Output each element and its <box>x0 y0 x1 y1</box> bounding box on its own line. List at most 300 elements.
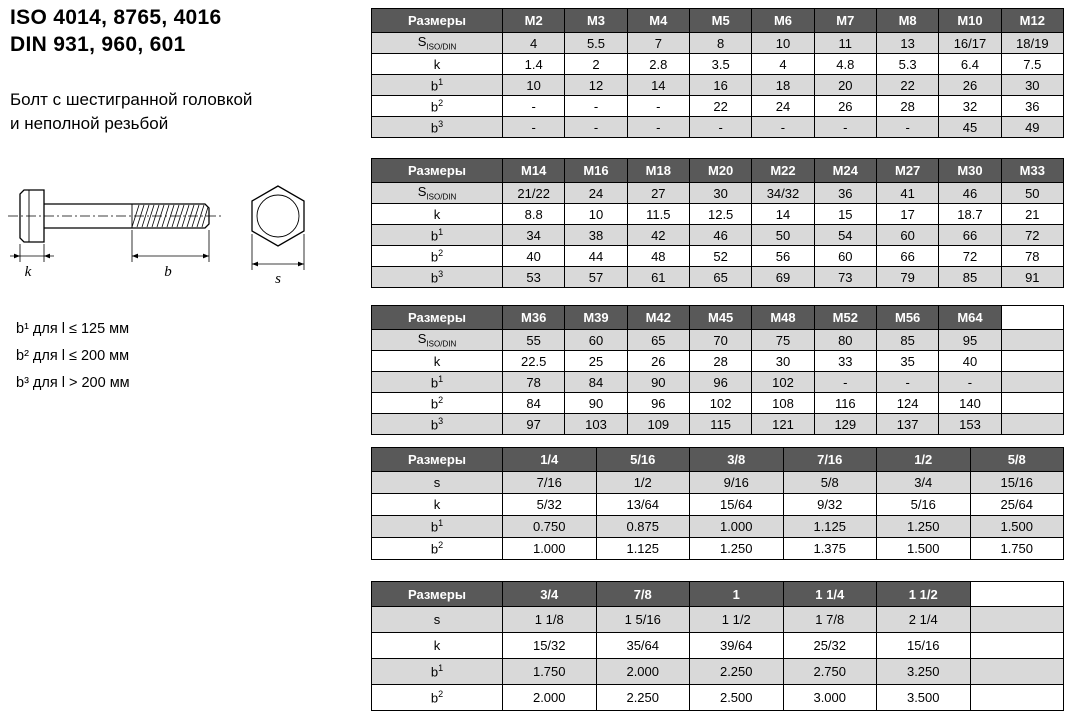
value-cell: 21/22 <box>503 183 565 204</box>
bolt-technical-drawing <box>6 178 346 292</box>
value-cell: - <box>503 96 565 117</box>
note-b3: b³ для l > 200 мм <box>16 375 130 391</box>
row-label: s <box>372 607 503 633</box>
size-header-M6: M6 <box>752 9 814 33</box>
spec-row-b3 <box>372 414 1064 435</box>
value-cell: 25/32 <box>783 633 877 659</box>
value-cell: 2 <box>565 54 627 75</box>
spec-row-k <box>372 204 1064 225</box>
value-cell: 1.750 <box>503 659 597 685</box>
value-cell: 1.250 <box>877 516 971 538</box>
value-cell: 16 <box>689 75 751 96</box>
value-cell: 7 <box>627 33 689 54</box>
row-label: k <box>372 204 503 225</box>
value-cell: 95 <box>939 330 1001 351</box>
value-cell: 5.5 <box>565 33 627 54</box>
spec-row-S-ISO-DIN <box>372 33 1064 54</box>
value-cell: 2.000 <box>503 685 597 711</box>
value-cell: 1.500 <box>877 538 971 560</box>
row-label: k <box>372 494 503 516</box>
value-cell: 5/8 <box>783 472 877 494</box>
value-cell: 115 <box>689 414 751 435</box>
size-header-M24: M24 <box>814 159 876 183</box>
value-cell: 79 <box>876 267 938 288</box>
value-cell: 52 <box>689 246 751 267</box>
value-cell: 2.250 <box>596 685 690 711</box>
value-cell: 1.000 <box>690 516 784 538</box>
size-header-M14: M14 <box>503 159 565 183</box>
value-cell: 1.000 <box>503 538 597 560</box>
description-line-2: и неполной резьбой <box>10 114 169 133</box>
value-cell <box>1001 414 1063 435</box>
value-cell: 40 <box>939 351 1001 372</box>
value-cell: 28 <box>689 351 751 372</box>
value-cell: 50 <box>1001 183 1063 204</box>
value-cell: 116 <box>814 393 876 414</box>
size-header-M7: M7 <box>814 9 876 33</box>
spec-row-k <box>372 494 1064 516</box>
value-cell: 38 <box>565 225 627 246</box>
value-cell: 1.500 <box>970 516 1064 538</box>
value-cell: 78 <box>1001 246 1063 267</box>
spec-row-b2 <box>372 538 1064 560</box>
value-cell: 0.750 <box>503 516 597 538</box>
spec-row-b3 <box>372 267 1064 288</box>
size-header-M56: M56 <box>876 306 938 330</box>
size-header-1-2: 1/2 <box>877 448 971 472</box>
value-cell: 34 <box>503 225 565 246</box>
value-cell: 10 <box>752 33 814 54</box>
spec-table-3 <box>371 305 1064 435</box>
standards-title-iso: ISO 4014, 8765, 4016 <box>10 6 222 29</box>
size-column-header: Размеры <box>372 448 503 472</box>
value-cell: 1 1/8 <box>503 607 597 633</box>
value-cell: 30 <box>752 351 814 372</box>
value-cell: 24 <box>565 183 627 204</box>
value-cell: 129 <box>814 414 876 435</box>
value-cell: 48 <box>627 246 689 267</box>
product-description <box>10 88 252 136</box>
size-header-M36: M36 <box>503 306 565 330</box>
value-cell: 25/64 <box>970 494 1064 516</box>
value-cell: 41 <box>876 183 938 204</box>
value-cell: 1.750 <box>970 538 1064 560</box>
value-cell: - <box>565 117 627 138</box>
value-cell <box>1001 372 1063 393</box>
value-cell: 36 <box>814 183 876 204</box>
value-cell <box>970 607 1064 633</box>
value-cell <box>970 685 1064 711</box>
value-cell: 1.375 <box>783 538 877 560</box>
value-cell: 60 <box>876 225 938 246</box>
spec-row-k <box>372 351 1064 372</box>
value-cell: 30 <box>689 183 751 204</box>
spec-row-b3 <box>372 117 1064 138</box>
value-cell: 102 <box>689 393 751 414</box>
value-cell: 7.5 <box>1001 54 1063 75</box>
spec-row-b2 <box>372 685 1064 711</box>
value-cell: 10 <box>503 75 565 96</box>
value-cell: - <box>939 372 1001 393</box>
value-cell: 26 <box>627 351 689 372</box>
row-label: $b^3$ <box>372 414 503 435</box>
value-cell: 72 <box>1001 225 1063 246</box>
size-header-M64: M64 <box>939 306 1001 330</box>
size-header-M30: M30 <box>939 159 1001 183</box>
value-cell: 44 <box>565 246 627 267</box>
value-cell: - <box>876 372 938 393</box>
value-cell: 70 <box>689 330 751 351</box>
bolt-side-view <box>8 190 222 242</box>
value-cell: 53 <box>503 267 565 288</box>
value-cell: 18 <box>752 75 814 96</box>
row-label: $b^1$ <box>372 516 503 538</box>
value-cell: 49 <box>1001 117 1063 138</box>
dim-label-b: b <box>164 264 172 280</box>
size-column-header: Размеры <box>372 582 503 607</box>
value-cell: - <box>627 96 689 117</box>
dimension-b <box>132 230 209 262</box>
value-cell: 22 <box>689 96 751 117</box>
spec-row-b1 <box>372 372 1064 393</box>
value-cell: 2.250 <box>690 659 784 685</box>
spec-table-2 <box>371 158 1064 288</box>
value-cell: 103 <box>565 414 627 435</box>
value-cell: 140 <box>939 393 1001 414</box>
header-row <box>372 306 1064 330</box>
spec-row-b1 <box>372 75 1064 96</box>
value-cell: 9/32 <box>783 494 877 516</box>
value-cell: 60 <box>565 330 627 351</box>
value-cell: 46 <box>939 183 1001 204</box>
spec-row-b2 <box>372 96 1064 117</box>
value-cell: 40 <box>503 246 565 267</box>
value-cell: 18.7 <box>939 204 1001 225</box>
row-label: k <box>372 351 503 372</box>
value-cell: 45 <box>939 117 1001 138</box>
row-label: $S_{ISO/DIN}$ <box>372 183 503 204</box>
value-cell: 1.125 <box>783 516 877 538</box>
spec-row-s <box>372 472 1064 494</box>
header-row <box>372 582 1064 607</box>
value-cell: 36 <box>1001 96 1063 117</box>
header-row <box>372 159 1064 183</box>
row-label: $b^1$ <box>372 225 503 246</box>
value-cell: 1 1/2 <box>690 607 784 633</box>
value-cell: 109 <box>627 414 689 435</box>
value-cell: - <box>814 117 876 138</box>
value-cell: 73 <box>814 267 876 288</box>
value-cell: 69 <box>752 267 814 288</box>
spec-row-b2 <box>372 393 1064 414</box>
value-cell: 55 <box>503 330 565 351</box>
value-cell: 28 <box>876 96 938 117</box>
value-cell: - <box>689 117 751 138</box>
value-cell: 9/16 <box>690 472 784 494</box>
size-header-M52: M52 <box>814 306 876 330</box>
value-cell: 12 <box>565 75 627 96</box>
value-cell: 25 <box>565 351 627 372</box>
value-cell: 22 <box>876 75 938 96</box>
value-cell: 2.750 <box>783 659 877 685</box>
spec-row-b1 <box>372 659 1064 685</box>
header-row <box>372 448 1064 472</box>
size-header-M4: M4 <box>627 9 689 33</box>
size-header-1-1-4: 1 1/4 <box>783 582 877 607</box>
value-cell: 2.500 <box>690 685 784 711</box>
value-cell: 66 <box>876 246 938 267</box>
standards-title-din: DIN 931, 960, 601 <box>10 33 186 56</box>
value-cell: 57 <box>565 267 627 288</box>
size-header-3-4: 3/4 <box>503 582 597 607</box>
value-cell: 1.125 <box>596 538 690 560</box>
value-cell <box>970 659 1064 685</box>
spec-row-S-ISO-DIN <box>372 330 1064 351</box>
value-cell: 65 <box>627 330 689 351</box>
value-cell: 61 <box>627 267 689 288</box>
value-cell: 108 <box>752 393 814 414</box>
row-label: $b^2$ <box>372 393 503 414</box>
value-cell: 56 <box>752 246 814 267</box>
value-cell <box>1001 330 1063 351</box>
value-cell: 46 <box>689 225 751 246</box>
value-cell: 5.3 <box>876 54 938 75</box>
value-cell: 5/16 <box>877 494 971 516</box>
value-cell: 96 <box>627 393 689 414</box>
value-cell: 54 <box>814 225 876 246</box>
value-cell: 1/2 <box>596 472 690 494</box>
value-cell: 2 1/4 <box>877 607 971 633</box>
value-cell: 66 <box>939 225 1001 246</box>
value-cell: 15/16 <box>970 472 1064 494</box>
value-cell: 78 <box>503 372 565 393</box>
row-label: $b^3$ <box>372 267 503 288</box>
value-cell: 34/32 <box>752 183 814 204</box>
size-header-1-4: 1/4 <box>503 448 597 472</box>
row-label: k <box>372 633 503 659</box>
dimension-k <box>10 244 54 262</box>
value-cell: 0.875 <box>596 516 690 538</box>
spec-table-5 <box>371 581 1064 711</box>
value-cell: 1.4 <box>503 54 565 75</box>
value-cell: 14 <box>752 204 814 225</box>
size-header-M48: M48 <box>752 306 814 330</box>
dim-label-s: s <box>275 271 281 287</box>
value-cell: 75 <box>752 330 814 351</box>
size-header-1: 1 <box>690 582 784 607</box>
value-cell: 137 <box>876 414 938 435</box>
spec-row-b1 <box>372 516 1064 538</box>
value-cell: 8 <box>689 33 751 54</box>
value-cell: - <box>565 96 627 117</box>
spec-table-4 <box>371 447 1064 560</box>
row-label: $S_{ISO/DIN}$ <box>372 330 503 351</box>
value-cell: 97 <box>503 414 565 435</box>
size-header-M39: M39 <box>565 306 627 330</box>
value-cell: 80 <box>814 330 876 351</box>
value-cell: 26 <box>939 75 1001 96</box>
value-cell: 4 <box>503 33 565 54</box>
size-header-M33: M33 <box>1001 159 1063 183</box>
size-column-header: Размеры <box>372 306 503 330</box>
size-column-header: Размеры <box>372 9 503 33</box>
spec-row-S-ISO-DIN <box>372 183 1064 204</box>
value-cell: 1.250 <box>690 538 784 560</box>
value-cell: 21 <box>1001 204 1063 225</box>
value-cell: 14 <box>627 75 689 96</box>
spec-row-b2 <box>372 246 1064 267</box>
value-cell: 11 <box>814 33 876 54</box>
value-cell: 1 5/16 <box>596 607 690 633</box>
dim-label-k: k <box>24 264 32 280</box>
row-label: $b^2$ <box>372 246 503 267</box>
size-header-M18: M18 <box>627 159 689 183</box>
note-b2: b² для l ≤ 200 мм <box>16 348 130 364</box>
value-cell: 13 <box>876 33 938 54</box>
dimension-tables <box>371 8 1064 711</box>
value-cell: 15/16 <box>877 633 971 659</box>
value-cell: 84 <box>503 393 565 414</box>
value-cell <box>1001 393 1063 414</box>
value-cell: 35/64 <box>596 633 690 659</box>
value-cell: 7/16 <box>503 472 597 494</box>
value-cell: 30 <box>1001 75 1063 96</box>
header-row <box>372 9 1064 33</box>
value-cell: 85 <box>876 330 938 351</box>
value-cell: 12.5 <box>689 204 751 225</box>
value-cell: 20 <box>814 75 876 96</box>
size-header-M20: M20 <box>689 159 751 183</box>
value-cell: 13/64 <box>596 494 690 516</box>
value-cell: 50 <box>752 225 814 246</box>
value-cell: 15 <box>814 204 876 225</box>
row-label: $b^1$ <box>372 372 503 393</box>
size-header-M2: M2 <box>503 9 565 33</box>
value-cell: 2.000 <box>596 659 690 685</box>
row-label: $b^1$ <box>372 659 503 685</box>
value-cell: 15/32 <box>503 633 597 659</box>
value-cell: 153 <box>939 414 1001 435</box>
value-cell: 3.250 <box>877 659 971 685</box>
size-header-M5: M5 <box>689 9 751 33</box>
value-cell: 3.000 <box>783 685 877 711</box>
spec-row-s <box>372 607 1064 633</box>
size-column-header: Размеры <box>372 159 503 183</box>
size-header-M3: M3 <box>565 9 627 33</box>
row-label: $b^1$ <box>372 75 503 96</box>
value-cell: - <box>752 117 814 138</box>
value-cell: 65 <box>689 267 751 288</box>
size-header-5-8: 5/8 <box>970 448 1064 472</box>
row-label: $b^3$ <box>372 117 503 138</box>
value-cell: 91 <box>1001 267 1063 288</box>
size-header-M27: M27 <box>876 159 938 183</box>
note-b1: b¹ для l ≤ 125 мм <box>16 321 130 337</box>
value-cell: - <box>876 117 938 138</box>
empty-header-cell <box>970 582 1064 607</box>
value-cell: 3.500 <box>877 685 971 711</box>
size-header-7-16: 7/16 <box>783 448 877 472</box>
value-cell: 4.8 <box>814 54 876 75</box>
value-cell: 24 <box>752 96 814 117</box>
thread-length-notes <box>16 316 130 397</box>
row-label: $b^2$ <box>372 685 503 711</box>
size-header-M22: M22 <box>752 159 814 183</box>
row-label: k <box>372 54 503 75</box>
size-header-3-8: 3/8 <box>690 448 784 472</box>
value-cell: 2.8 <box>627 54 689 75</box>
value-cell: 27 <box>627 183 689 204</box>
value-cell: 5/32 <box>503 494 597 516</box>
value-cell: 4 <box>752 54 814 75</box>
hex-end-view <box>252 186 304 246</box>
value-cell: 42 <box>627 225 689 246</box>
spec-row-b1 <box>372 225 1064 246</box>
value-cell: 8.8 <box>503 204 565 225</box>
value-cell: - <box>814 372 876 393</box>
value-cell: - <box>627 117 689 138</box>
spec-row-k <box>372 54 1064 75</box>
value-cell: 15/64 <box>690 494 784 516</box>
size-header-M16: M16 <box>565 159 627 183</box>
value-cell: 60 <box>814 246 876 267</box>
value-cell: 35 <box>876 351 938 372</box>
value-cell: 3/4 <box>877 472 971 494</box>
value-cell: 1 7/8 <box>783 607 877 633</box>
row-label: $S_{ISO/DIN}$ <box>372 33 503 54</box>
size-header-M8: M8 <box>876 9 938 33</box>
size-header-M10: M10 <box>939 9 1001 33</box>
value-cell <box>970 633 1064 659</box>
value-cell: 85 <box>939 267 1001 288</box>
size-header-M12: M12 <box>1001 9 1063 33</box>
size-header-7-8: 7/8 <box>596 582 690 607</box>
size-header-M42: M42 <box>627 306 689 330</box>
value-cell: 17 <box>876 204 938 225</box>
description-line-1: Болт с шестигранной головкой <box>10 90 253 109</box>
value-cell: 84 <box>565 372 627 393</box>
value-cell: 26 <box>814 96 876 117</box>
row-label: $b^2$ <box>372 538 503 560</box>
spec-table-1 <box>371 8 1064 138</box>
empty-header-cell <box>1001 306 1063 330</box>
value-cell: 33 <box>814 351 876 372</box>
spec-row-k <box>372 633 1064 659</box>
value-cell: 6.4 <box>939 54 1001 75</box>
value-cell: 90 <box>565 393 627 414</box>
value-cell: 72 <box>939 246 1001 267</box>
value-cell: 121 <box>752 414 814 435</box>
value-cell: 11.5 <box>627 204 689 225</box>
value-cell: 124 <box>876 393 938 414</box>
value-cell: 16/17 <box>939 33 1001 54</box>
size-header-M45: M45 <box>689 306 751 330</box>
row-label: s <box>372 472 503 494</box>
dimension-s <box>252 234 304 270</box>
value-cell: - <box>503 117 565 138</box>
size-header-5-16: 5/16 <box>596 448 690 472</box>
value-cell: 10 <box>565 204 627 225</box>
size-header-1-1-2: 1 1/2 <box>877 582 971 607</box>
value-cell: 39/64 <box>690 633 784 659</box>
value-cell: 32 <box>939 96 1001 117</box>
value-cell: 102 <box>752 372 814 393</box>
value-cell <box>1001 351 1063 372</box>
value-cell: 3.5 <box>689 54 751 75</box>
value-cell: 96 <box>689 372 751 393</box>
value-cell: 22.5 <box>503 351 565 372</box>
row-label: $b^2$ <box>372 96 503 117</box>
